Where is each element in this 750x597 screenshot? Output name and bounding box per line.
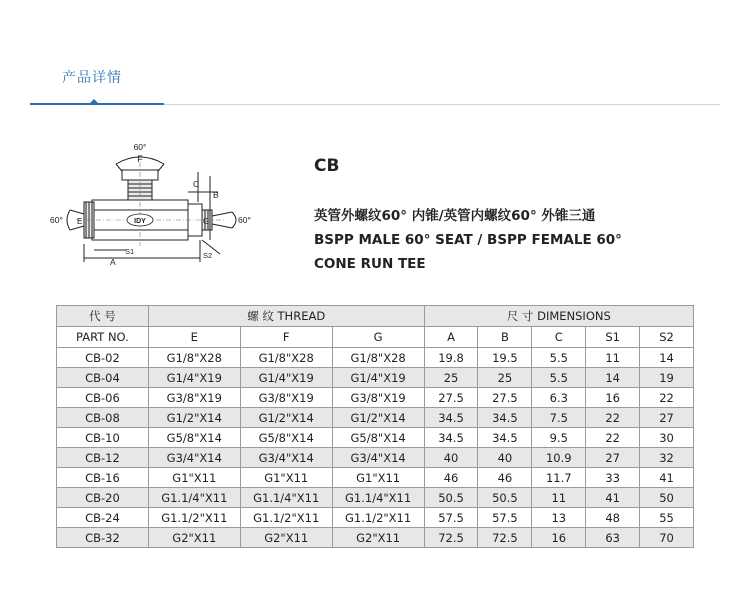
col-g: G [332,327,424,348]
table-row [57,348,694,368]
table-cell: 48 [586,508,640,528]
table-cell: G1/8"X28 [240,348,332,368]
logo-text: IDY [134,218,146,225]
product-description [314,204,622,276]
table-cell: G5/8"X14 [332,428,424,448]
table-row [57,488,694,508]
table-cell: 25 [424,368,478,388]
table-row [57,508,694,528]
table-cell: 41 [586,488,640,508]
table-cell: G3/8"X19 [148,388,240,408]
table-row [57,468,694,488]
table-cell: G3/4"X14 [332,448,424,468]
table-cell: 41 [640,468,694,488]
table-cell: 70 [640,528,694,548]
table-cell: 40 [478,448,532,468]
table-cell: 19.8 [424,348,478,368]
table-cell: 16 [586,388,640,408]
label-s1: S1 [125,247,135,256]
product-name-en-1: BSPP MALE 60° SEAT / BSPP FEMALE 60° [314,232,622,248]
header-thread: 螺 纹 THREAD [148,306,424,327]
table-cell: 10.9 [532,448,586,468]
header-part-cn: 代 号 [57,306,149,327]
table-cell: G1/4"X19 [148,368,240,388]
label-g: G [203,217,210,226]
header-dimensions: 尺 寸 DIMENSIONS [424,306,693,327]
table-cell: 63 [586,528,640,548]
spec-table [56,305,694,548]
label-angle-left: 60° [50,215,63,225]
table-cell: 34.5 [424,408,478,428]
table-cell: G1"X11 [148,468,240,488]
table-cell: G1/4"X19 [332,368,424,388]
section-divider-accent [30,103,164,105]
table-cell: 72.5 [478,528,532,548]
table-cell: 50 [640,488,694,508]
table-cell: 34.5 [478,408,532,428]
table-row [57,368,694,388]
table-cell: G3/4"X14 [148,448,240,468]
table-row [57,428,694,448]
col-s2: S2 [640,327,694,348]
table-cell: CB-20 [57,488,149,508]
label-f: F [137,154,143,164]
table-cell: G3/8"X19 [332,388,424,408]
table-cell: G3/4"X14 [240,448,332,468]
label-e: E [77,217,83,226]
table-cell: G1.1/2"X11 [148,508,240,528]
label-a: A [110,257,116,267]
table-cell: 46 [478,468,532,488]
table-cell: 22 [586,408,640,428]
table-cell: 46 [424,468,478,488]
table-cell: G1.1/2"X11 [332,508,424,528]
table-cell: G2"X11 [148,528,240,548]
table-cell: G1/8"X28 [332,348,424,368]
table-cell: 32 [640,448,694,468]
table-cell: CB-04 [57,368,149,388]
table-cell: CB-12 [57,448,149,468]
table-cell: 11 [586,348,640,368]
table-cell: 11.7 [532,468,586,488]
table-cell: CB-02 [57,348,149,368]
table-cell: 16 [532,528,586,548]
table-row [57,388,694,408]
table-cell: 50.5 [478,488,532,508]
table-cell: 14 [586,368,640,388]
product-name-en-2: CONE RUN TEE [314,256,426,272]
table-cell: 40 [424,448,478,468]
table-cell: G1.1/4"X11 [240,488,332,508]
table-cell: 50.5 [424,488,478,508]
table-cell: 11 [532,488,586,508]
label-c: C [193,179,200,189]
col-s1: S1 [586,327,640,348]
table-cell: CB-32 [57,528,149,548]
table-cell: CB-06 [57,388,149,408]
table-cell: 30 [640,428,694,448]
table-cell: G1"X11 [240,468,332,488]
table-cell: G1"X11 [332,468,424,488]
table-cell: 55 [640,508,694,528]
table-cell: G2"X11 [240,528,332,548]
table-cell: G1/2"X14 [148,408,240,428]
label-angle-right: 60° [238,215,251,225]
table-cell: 34.5 [478,428,532,448]
section-title: 产品详情 [62,70,122,86]
table-cell: 6.3 [532,388,586,408]
table-cell: G1/8"X28 [148,348,240,368]
table-cell: 22 [640,388,694,408]
table-cell: 14 [640,348,694,368]
label-b: B [213,190,219,200]
table-cell: 72.5 [424,528,478,548]
table-row [57,448,694,468]
table-cell: G5/8"X14 [240,428,332,448]
table-cell: G1/2"X14 [332,408,424,428]
table-cell: 27.5 [478,388,532,408]
header-part-en: PART NO. [57,327,149,348]
table-cell: 25 [478,368,532,388]
label-angle-top: 60° [133,142,147,152]
table-cell: 9.5 [532,428,586,448]
table-cell: CB-24 [57,508,149,528]
table-cell: 5.5 [532,348,586,368]
table-cell: G1/2"X14 [240,408,332,428]
product-code: CB [314,156,340,176]
table-cell: 22 [586,428,640,448]
table-cell: 57.5 [424,508,478,528]
table-row [57,408,694,428]
table-cell: G1.1/2"X11 [240,508,332,528]
table-cell: 34.5 [424,428,478,448]
table-cell: CB-16 [57,468,149,488]
col-f: F [240,327,332,348]
table-cell: 33 [586,468,640,488]
table-cell: 27.5 [424,388,478,408]
table-row [57,528,694,548]
table-cell: 5.5 [532,368,586,388]
table-cell: G5/8"X14 [148,428,240,448]
table-cell: 19.5 [478,348,532,368]
table-cell: G1.1/4"X11 [332,488,424,508]
table-cell: 13 [532,508,586,528]
table-cell: 19 [640,368,694,388]
product-name-cn: 英管外螺纹60° 内锥/英管内螺纹60° 外锥三通 [314,208,596,224]
table-cell: G3/8"X19 [240,388,332,408]
table-cell: G1.1/4"X11 [148,488,240,508]
table-cell: CB-10 [57,428,149,448]
table-cell: G2"X11 [332,528,424,548]
table-cell: 57.5 [478,508,532,528]
table-cell: 27 [640,408,694,428]
col-a: A [424,327,478,348]
technical-drawing [50,140,270,270]
col-c: C [532,327,586,348]
table-cell: G1/4"X19 [240,368,332,388]
table-cell: 27 [586,448,640,468]
col-e: E [148,327,240,348]
col-b: B [478,327,532,348]
table-cell: 7.5 [532,408,586,428]
label-s2: S2 [203,251,213,260]
table-cell: CB-08 [57,408,149,428]
section-caret-icon [90,99,98,103]
